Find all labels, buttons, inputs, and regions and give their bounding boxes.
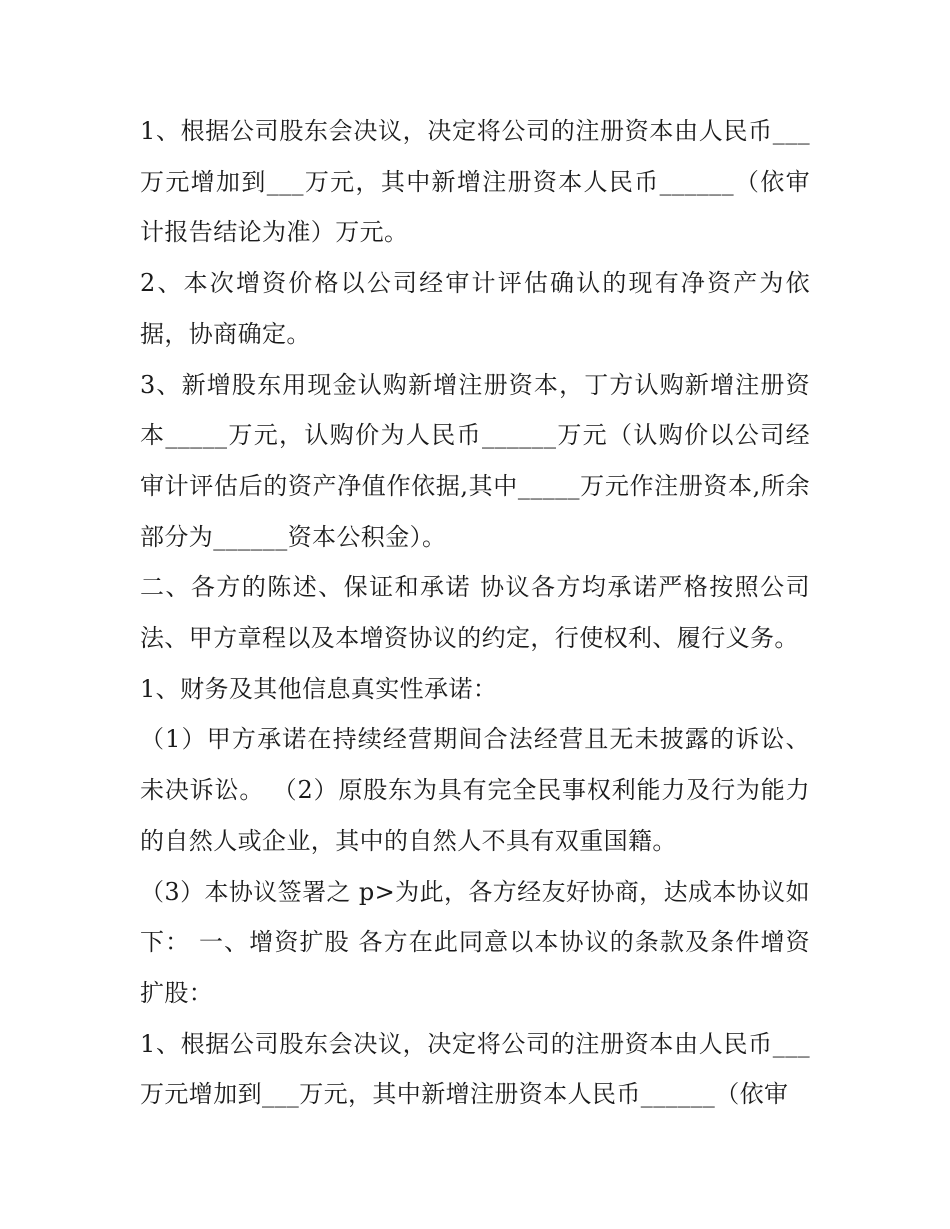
document-body (140, 106, 810, 1120)
paragraph-agreement-terms: （3）本协议签署之 p>为此，各方经友好协商，达成本协议如下： 一、增资扩股 各方在此同意以本协议的条款及条件增资扩股： (140, 877, 810, 1007)
paragraph-financial-commitment: 1、财务及其他信息真实性承诺： (140, 674, 498, 703)
paragraph-subscription: 3、新增股东用现金认购新增注册资本，丁方认购新增注册资本_____万元，认购价为人民币______万元（认购价以公司经审计评估后的资产净值作依据,其中_____万元作注册资本,所余部分为______资本公积金）。 (140, 370, 810, 551)
paragraph-commitment-items: （1）甲方承诺在持续经营期间合法经营且无未披露的诉讼、未决诉讼。 （2）原股东为具有完全民事权利能力及行为能力的自然人或企业，其中的自然人不具有双重国籍。 (140, 725, 810, 855)
paragraph-representations: 二、各方的陈述、保证和承诺 协议各方均承诺严格按照公司法、甲方章程以及本增资协议的约定，行使权利、履行义务。 (140, 573, 810, 653)
paragraph-capital-increase-repeat: 1、根据公司股东会决议，决定将公司的注册资本由人民币___万元增加到___万元，其中新增注册资本人民币______（依审 (140, 1029, 810, 1109)
paragraph-price-basis: 2、本次增资价格以公司经审计评估确认的现有净资产为依据，协商确定。 (140, 269, 810, 348)
paragraph-capital-increase: 1、根据公司股东会决议，决定将公司的注册资本由人民币___万元增加到___万元，其中新增注册资本人民币______（依审计报告结论为准）万元。 (140, 117, 810, 247)
